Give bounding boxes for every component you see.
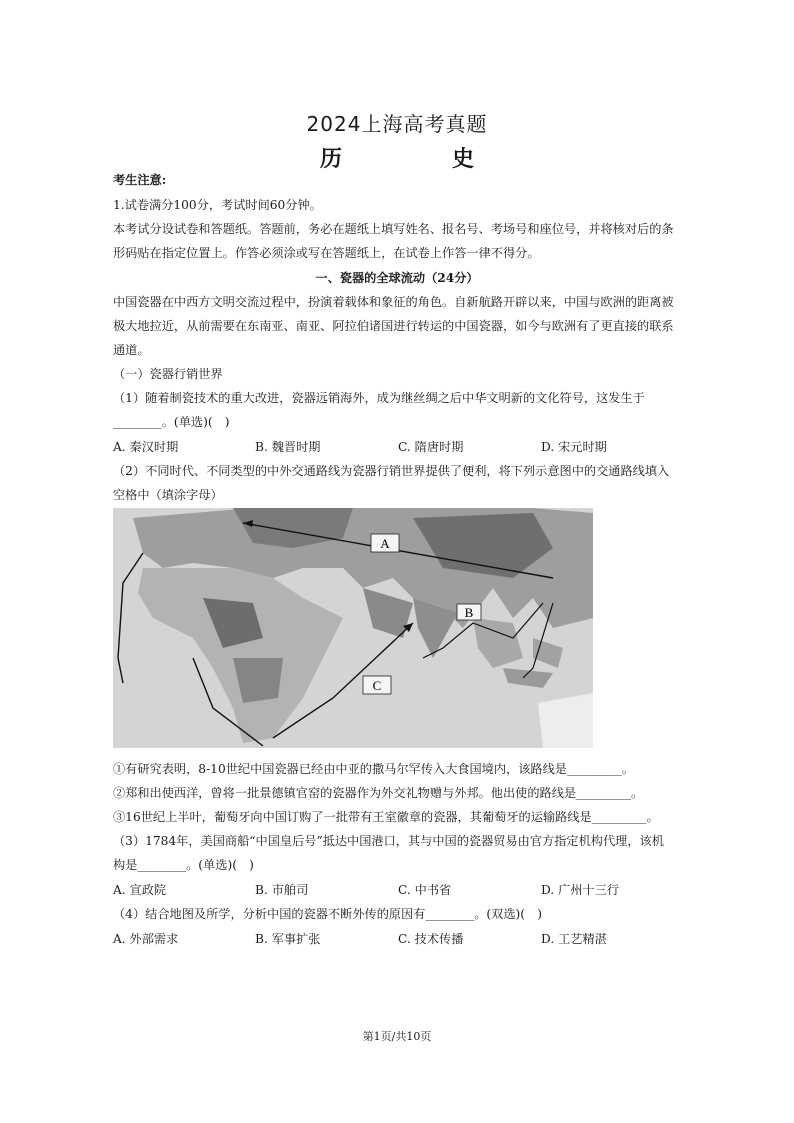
- q3-option-a: A. 宣政院: [113, 883, 167, 897]
- q1-option-d: D. 宋元时期: [541, 440, 607, 454]
- notice-line: 形码贴在指定位置上。作答必须涂或写在答题纸上，在试卷上作答一律不得分。: [113, 246, 540, 260]
- map-label-a: A: [380, 536, 390, 551]
- section-title: 一、瓷器的全球流动（24分）: [315, 271, 479, 285]
- q4-option-c: C. 技术传播: [398, 932, 464, 946]
- map-label-b: B: [464, 605, 474, 620]
- notice-line: 1.试卷满分100分，考试时间60分钟。: [113, 198, 322, 212]
- question-2-item: ③16世纪上半叶，葡萄牙向中国订购了一批带有王室徽章的瓷器，其葡萄牙的运输路线是_________。: [113, 810, 659, 824]
- notice-heading: 考生注意:: [113, 173, 167, 187]
- q1-option-c: C. 隋唐时期: [398, 440, 464, 454]
- question-1-stem: ________。(单选)( ): [113, 415, 230, 429]
- exam-title: 2024上海高考真题: [306, 112, 488, 136]
- question-2-item: ②郑和出使西洋，曾将一批景德镇官窑的瓷器作为外交礼物赠与外邦。他出使的路线是_________。: [113, 786, 644, 800]
- q3-option-b: B. 市舶司: [255, 883, 309, 897]
- question-3-stem: 构是________。(单选)( ): [113, 858, 254, 872]
- section-intro: 通道。: [113, 343, 150, 357]
- question-4-stem: （4）结合地图及所学，分析中国的瓷器不断外传的原因有________。(双选)( ): [113, 907, 542, 921]
- trade-route-map: [113, 508, 593, 748]
- q3-option-c: C. 中书省: [398, 883, 452, 897]
- q4-option-b: B. 军事扩张: [255, 932, 321, 946]
- map-label-c: C: [372, 678, 382, 693]
- subject-title: 历 史: [319, 147, 496, 172]
- section-intro: 中国瓷器在中西方文明交流过程中，扮演着载体和象征的角色。自新航路开辟以来，中国与欧洲的距离被: [113, 295, 674, 309]
- q1-option-a: A. 秦汉时期: [113, 440, 179, 454]
- question-1-stem: （1）随着制瓷技术的重大改进，瓷器远销海外，成为继丝绸之后中华文明新的文化符号，这发生于: [113, 391, 645, 405]
- question-3-stem: （3）1784年，美国商船“中国皇后号”抵达中国港口，其与中国的瓷器贸易由官方指定机构代理，该机: [113, 834, 664, 848]
- subsection-title: （一）瓷器行销世界: [113, 367, 223, 381]
- q1-option-b: B. 魏晋时期: [255, 440, 321, 454]
- page-number: 第1页/共10页: [362, 1030, 432, 1043]
- question-2-stem: （2）不同时代、不同类型的中外交通路线为瓷器行销世界提供了便利，将下列示意图中的交通路线填入: [113, 464, 670, 478]
- q4-option-a: A. 外部需求: [113, 932, 179, 946]
- question-2-item: ①有研究表明，8-10世纪中国瓷器已经由中亚的撒马尔罕传入大食国境内，该路线是_________。: [113, 762, 634, 776]
- q4-option-d: D. 工艺精湛: [541, 932, 607, 946]
- section-intro: 极大地拉近，从前需要在东南亚、南亚、阿拉伯诸国进行转运的中国瓷器，如今与欧洲有了更直接的联系: [113, 319, 674, 333]
- q3-option-d: D. 广州十三行: [541, 883, 620, 897]
- question-2-stem: 空格中（填涂字母）: [113, 488, 223, 502]
- notice-line: 本考试分设试卷和答题纸。答题前，务必在题纸上填写姓名、报名号、考场号和座位号，并将核对后的条: [113, 222, 674, 236]
